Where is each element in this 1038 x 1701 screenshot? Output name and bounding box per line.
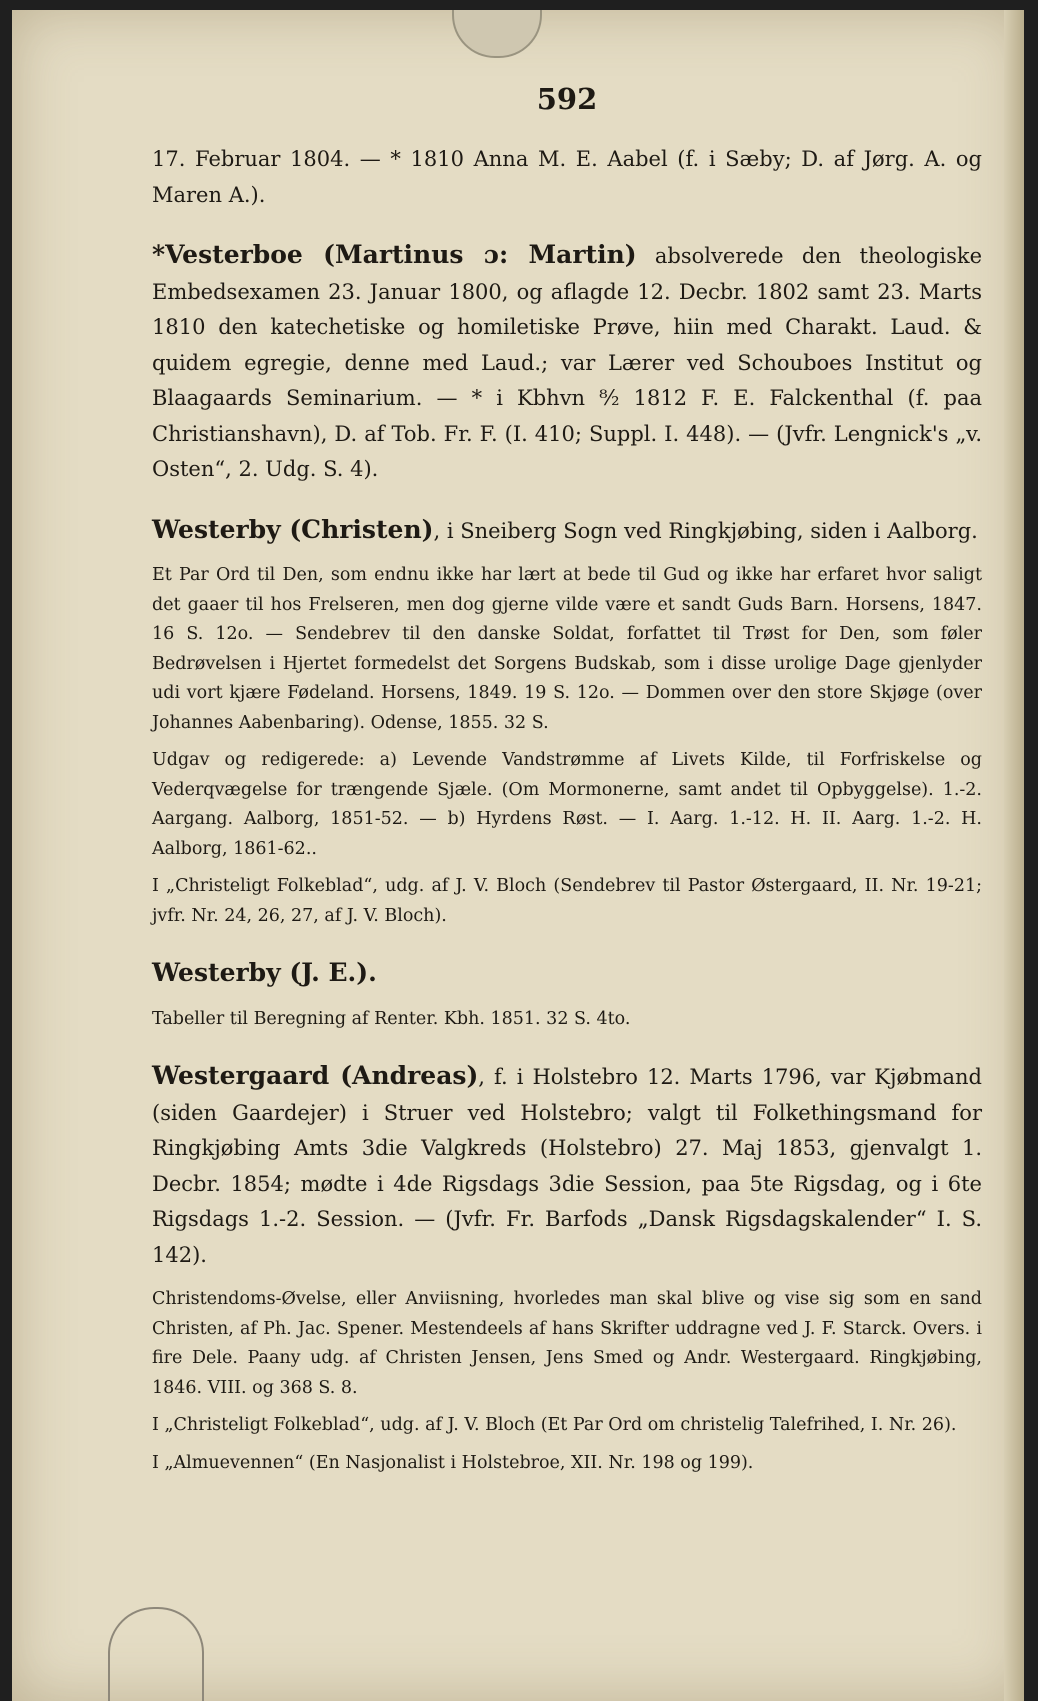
entry-heading: Westerby (J. E.).: [152, 958, 377, 987]
paragraph-text: absolverede den theologiske Embedsexamen 23. Januar 1800, og aflagde 12. Decbr. 1802 samt 23. Marts 1810 den katechetiske og homiletiske Prøve, hiin med Charakt. Laud. & quidem egregie, denne med Laud.; var Lærer ved Schouboes Institut og Blaagaards Seminarium. — * i Kbhvn ⁸⁄₂ 1812 F. E. Falckenthal (f. paa Christianshavn), D. af Tob. Fr. F. (I. 410; Suppl. I. 448). — (Jvfr. Lengnick's „v. Osten“, 2. Udg. S. 4).: [152, 244, 982, 481]
entry-heading: Westergaard (Andreas): [152, 1061, 479, 1090]
top-tab-mark: [452, 10, 542, 58]
paragraph: [152, 237, 982, 488]
paragraph: [152, 746, 982, 864]
paragraph: [152, 1005, 982, 1035]
page-content: [152, 70, 982, 1486]
paragraph: [152, 512, 982, 550]
paragraph: [152, 872, 982, 931]
page-number: 592: [536, 82, 598, 116]
paragraph-text: , i Sneiberg Sogn ved Ringkjøbing, siden i Aalborg.: [433, 518, 978, 543]
paragraph: [152, 1058, 982, 1273]
paragraph-text: Tabeller til Beregning af Renter. Kbh. 1851. 32 S. 4to.: [152, 1008, 631, 1029]
paragraph: [152, 1449, 982, 1479]
paragraph: [152, 1285, 982, 1403]
paragraph-text: Et Par Ord til Den, som endnu ikke har lært at bede til Gud og ikke har erfaret hvor saligt det gaaer til hos Frelseren, men dog gjerne vilde være et sandt Guds Barn. Horsens, 1847. 16 S. 12o. — Sendebrev til den danske Soldat, forfattet til Trøst for Den, som føler Bedrøvelsen i Hjertet formedelst det Sorgens Budskab, som i disse urolige Dage gjenlyder udi vort kjære Fødeland. Horsens, 1849. 19 S. 12o. — Dommen over den store Skjøge (over Johannes Aabenbaring). Odense, 1855. 32 S.: [152, 565, 982, 733]
entry-heading: *Vesterboe (Martinus ɔ: Martin): [152, 240, 637, 269]
paragraph-text: I „Christeligt Folkeblad“, udg. af J. V. Bloch (Et Par Ord om christelig Talefrihed, I. Nr. 26).: [152, 1415, 957, 1435]
paragraph-list: [152, 142, 982, 1478]
paragraph-text: I „Christeligt Folkeblad“, udg. af J. V. Bloch (Sendebrev til Pastor Østergaard, II. Nr. 19-21; jvfr. Nr. 24, 26, 27, af J. V. Bloch).: [152, 876, 982, 926]
paragraph: [152, 1411, 982, 1441]
entry-heading: Westerby (Christen): [152, 514, 434, 544]
paragraph-text: , f. i Holstebro 12. Marts 1796, var Kjøbmand (siden Gaardejer) i Struer ved Holstebro; valgt til Folkethingsmand for Ringkjøbing Amts 3die Valgkreds (Holstebro) 27. Maj 1853, gjenvalgt 1. Decbr. 1854; mødte i 4de Rigsdags 3die Session, paa 5te Rigsdag, og i 6te Rigsdags 1.-2. Session. — (Jvfr. Fr. Barfods „Dansk Rigsdagskalender“ I. S. 142).: [152, 1065, 982, 1267]
paragraph: [152, 561, 982, 738]
paragraph: [152, 142, 982, 213]
paragraph-text: Udgav og redigerede: a) Levende Vandstrømme af Livets Kilde, til Forfriskelse og Vederqvægelse for trængende Sjæle. (Om Mormonerne, samt andet til Opbyggelse). 1.-2. Aargang. Aalborg, 1851-52. — b) Hyrdens Røst. — I. Aarg. 1.-12. H. II. Aarg. 1.-2. H. Aalborg, 1861-62..: [152, 750, 982, 859]
paragraph: [152, 955, 982, 993]
page-spine: [1004, 10, 1024, 1701]
paragraph-text: I „Almuevennen“ (En Nasjonalist i Holstebroe, XII. Nr. 198 og 199).: [152, 1452, 754, 1473]
bottom-tab-mark: [108, 1607, 204, 1701]
paragraph-text: Christendoms-Øvelse, eller Anviisning, hvorledes man skal blive og vise sig som en sand Christen, af Ph. Jac. Spener. Mestendeels af hans Skrifter uddragne ved J. F. Starck. Overs. i fire Dele. Paany udg. af Christen Jensen, Jens Smed og Andr. Westergaard. Ringkjøbing, 1846. VIII. og 368 S. 8.: [152, 1289, 982, 1398]
paragraph-text: 17. Februar 1804. — * 1810 Anna M. E. Aabel (f. i Sæby; D. af Jørg. A. og Maren A.).: [152, 147, 982, 207]
book-page: [12, 10, 1024, 1701]
